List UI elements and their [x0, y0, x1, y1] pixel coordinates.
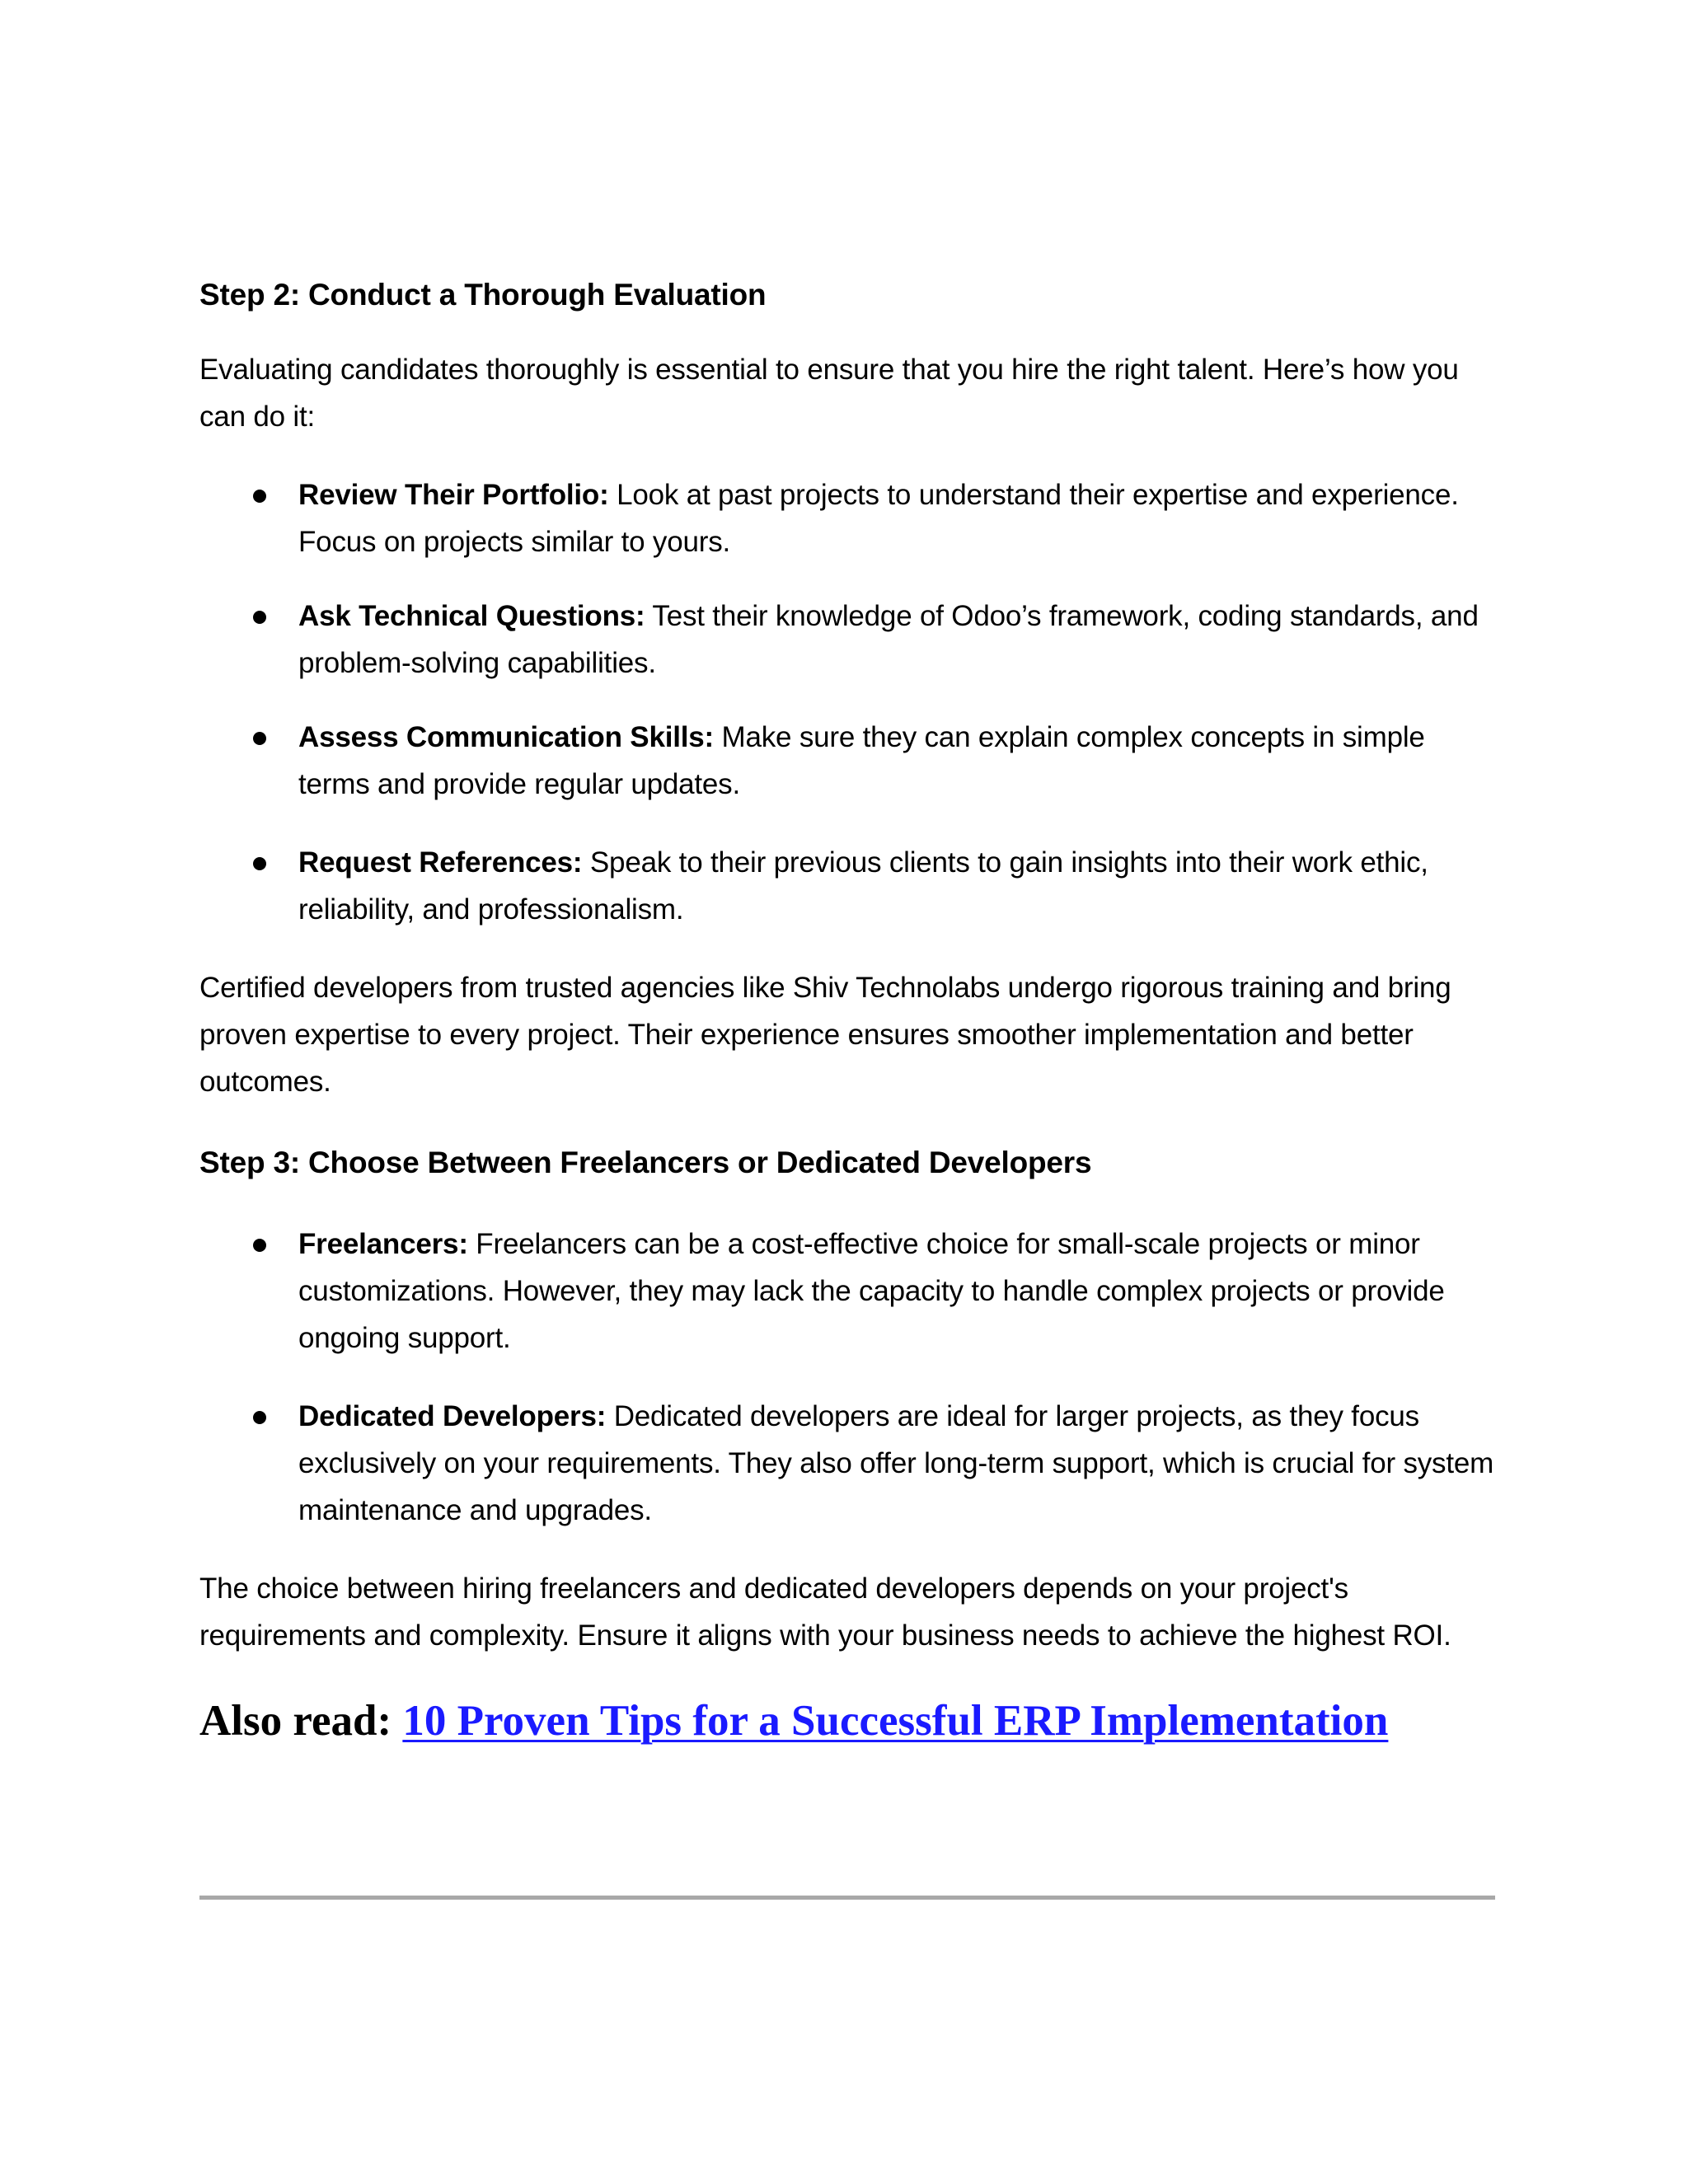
article-body	[199, 272, 1502, 1748]
bullet-term: Freelancers:	[298, 1228, 468, 1260]
bullet-text: Look at past projects to understand their expertise and experience. Focus on projects similar to yours.	[298, 479, 1459, 558]
list-item	[199, 839, 1502, 933]
step-3-heading: Step 3: Choose Between Freelancers or Dedicated Developers	[199, 1146, 1092, 1179]
bullet-text: Dedicated developers are ideal for larger projects, as they focus exclusively on your requirements. They also offer long-term support, which is crucial for system maintenance and upgrades.	[298, 1400, 1494, 1526]
developer-type-bullet-list	[199, 1221, 1502, 1534]
bullet-text: Make sure they can explain complex concepts in simple terms and provide regular updates.	[298, 721, 1425, 800]
also-read-label: Also read	[199, 1697, 377, 1745]
step-2-intro: Evaluating candidates thoroughly is essential to ensure that you hire the right talent. Here’s how you can do it:	[199, 354, 1459, 433]
list-item	[199, 471, 1502, 565]
bullet-text: Freelancers can be a cost-effective choice for small-scale projects or minor customizations. However, they may lack the capacity to handle complex projects or provide ongoing support.	[298, 1228, 1445, 1354]
horizontal-divider	[199, 1896, 1495, 1900]
bullet-text: Speak to their previous clients to gain insights into their work ethic, reliability, and professionalism.	[298, 846, 1428, 926]
step-2-outro: Certified developers from trusted agencies like Shiv Technolabs undergo rigorous training and bring proven expertise to every project. Their experience ensures smoother implementation and better outcomes.	[199, 972, 1451, 1098]
bullet-term: Dedicated Developers:	[298, 1400, 607, 1432]
bullet-term: Review Their Portfolio:	[298, 479, 609, 511]
also-read-separator: :	[377, 1697, 403, 1745]
bullet-term: Request References:	[298, 846, 583, 879]
bullet-term: Assess Communication Skills:	[298, 721, 715, 753]
step-3-outro: The choice between hiring freelancers and dedicated developers depends on your project's requirements and complexity. Ensure it aligns with your business needs to achieve the highest ROI.	[199, 1572, 1451, 1652]
evaluation-bullet-list	[199, 471, 1502, 933]
bullet-icon	[253, 611, 266, 624]
also-read-line	[199, 1694, 1502, 1748]
list-item	[199, 1393, 1502, 1534]
bullet-icon	[253, 1411, 266, 1424]
bullet-icon	[253, 732, 266, 745]
also-read-link[interactable]: 10 Proven Tips for a Successful ERP Implementation	[402, 1697, 1389, 1745]
list-item	[199, 1221, 1502, 1361]
list-item	[199, 714, 1502, 808]
bullet-icon	[253, 857, 266, 870]
step-2-heading: Step 2: Conduct a Thorough Evaluation	[199, 278, 767, 312]
bullet-term: Ask Technical Questions:	[298, 600, 645, 632]
bullet-icon	[253, 1239, 266, 1252]
bullet-text: Test their knowledge of Odoo’s framework, coding standards, and problem-solving capabilities.	[298, 600, 1479, 679]
bullet-icon	[253, 490, 266, 503]
list-item	[199, 593, 1502, 687]
